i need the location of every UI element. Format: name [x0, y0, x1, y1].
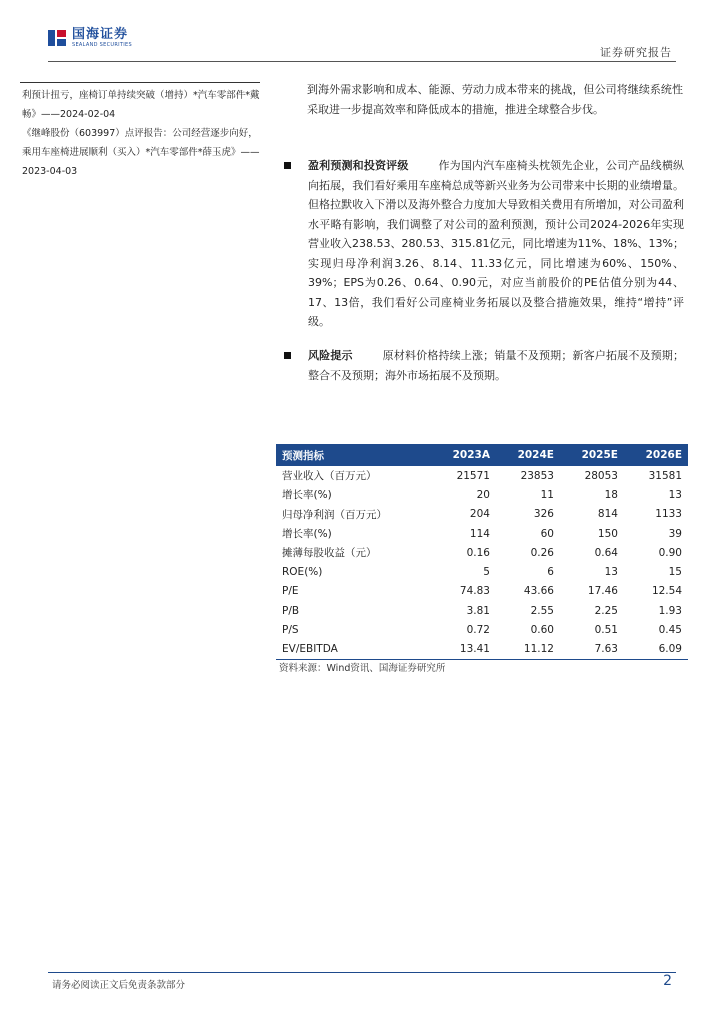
table-cell: 5: [483, 566, 490, 579]
forecast-title: 盈利预测和投资评级: [308, 159, 409, 172]
table-cell: 摊薄每股收益（元）: [282, 547, 377, 560]
table-cell: 2.25: [594, 604, 618, 617]
table-cell: 11.12: [496, 640, 560, 660]
table-cell: 6.09: [624, 640, 688, 660]
table-cell: 6: [547, 566, 554, 579]
table-cell: 营业收入（百万元）: [282, 470, 377, 483]
table-header-cell: 2023A: [431, 444, 496, 466]
table-row: [276, 562, 688, 581]
table-header-cell: 2024E: [496, 444, 560, 466]
related-reports: [22, 86, 262, 181]
sidebar-divider: [20, 82, 260, 83]
table-row: [276, 640, 688, 660]
table-cell: 3.81: [466, 604, 490, 617]
risk-section: [284, 346, 684, 385]
table-row: [276, 601, 688, 620]
table-cell: 0.45: [658, 624, 682, 637]
table-cell: 39: [668, 527, 682, 540]
footer-disclaimer: 请务必阅读正文后免责条款部分: [52, 980, 186, 991]
table-header-cell: 预测指标: [276, 444, 431, 466]
table-cell: 0.72: [466, 624, 490, 637]
table-cell: 43.66: [523, 585, 554, 598]
table-cell: 28053: [584, 469, 618, 482]
table-cell: 0.26: [530, 546, 554, 559]
table-cell: 0.64: [594, 546, 618, 559]
table-cell: 20: [476, 488, 490, 501]
table-cell: 150: [597, 527, 618, 540]
square-bullet-icon: [284, 352, 291, 359]
table-header-cell: 2025E: [560, 444, 624, 466]
table-row: [276, 466, 688, 485]
logo-english-name: SEALAND SECURITIES: [72, 42, 132, 48]
table-cell: 31581: [648, 469, 682, 482]
risk-body: 原材料价格持续上涨；销量不及预期；新客户拓展不及预期；整合不及预期；海外市场拓展不及预期。: [308, 349, 685, 382]
table-cell: 18: [604, 488, 618, 501]
table-cell: 0.51: [594, 624, 618, 637]
risk-title: 风险提示: [308, 349, 353, 362]
table-cell: ROE(%): [282, 566, 323, 579]
table-row: [276, 485, 688, 504]
body-paragraph: 到海外需求影响和成本、能源、劳动力成本带来的挑战，但公司将继续系统性采取进一步提高效率和降低成本的措施，推进全球整合步伐。: [307, 83, 683, 116]
table-cell: 归母净利润（百万元）: [282, 508, 387, 521]
table-row: [276, 543, 688, 562]
table-cell: 15: [668, 566, 682, 579]
table-cell: 326: [533, 508, 554, 521]
table-cell: 21571: [456, 469, 490, 482]
table-cell: 增长率(%): [282, 489, 332, 502]
square-bullet-icon: [284, 162, 291, 169]
table-cell: 13: [668, 488, 682, 501]
table-cell: 7.63: [560, 640, 624, 660]
table-row: [276, 524, 688, 543]
report-type-label: 证券研究报告: [600, 46, 672, 59]
table-header-cell: 2026E: [624, 444, 688, 466]
table-cell: P/E: [282, 585, 299, 598]
table-header-row: [276, 444, 688, 466]
table-cell: 13: [604, 566, 618, 579]
table-cell: 12.54: [651, 585, 682, 598]
table-cell: 增长率(%): [282, 528, 332, 541]
table-row: [276, 582, 688, 601]
table-cell: 1.93: [658, 604, 682, 617]
table-cell: 204: [469, 508, 490, 521]
forecast-table: [276, 444, 688, 660]
table-cell: 0.16: [466, 546, 490, 559]
logo: [48, 28, 132, 48]
forecast-section: [284, 156, 684, 332]
table-cell: 17.46: [587, 585, 618, 598]
page-number: 2: [663, 973, 672, 989]
table-cell: 0.60: [530, 624, 554, 637]
header-divider: [48, 61, 676, 62]
table-cell: 2.55: [530, 604, 554, 617]
table-cell: 114: [469, 527, 490, 540]
related-report-item[interactable]: 《继峰股份（603997）点评报告：公司经营逐步向好，乘用车座椅进展顺利（买入）*汽车零部件*薛玉虎》——2023-04-03: [22, 128, 260, 177]
table-cell: 814: [597, 508, 618, 521]
table-cell: P/B: [282, 604, 300, 617]
table-cell: P/S: [282, 624, 299, 637]
table-source-note: 资料来源：Wind资讯、国海证券研究所: [279, 663, 446, 674]
logo-mark-icon: [48, 28, 68, 48]
table-cell: EV/EBITDA: [276, 640, 431, 660]
table-cell: 74.83: [459, 585, 490, 598]
table-row: [276, 505, 688, 524]
table-cell: 11: [540, 488, 554, 501]
table-cell: 13.41: [431, 640, 496, 660]
table-cell: 1133: [655, 508, 682, 521]
table-cell: 60: [540, 527, 554, 540]
table-row: [276, 620, 688, 639]
table-cell: 23853: [520, 469, 554, 482]
forecast-body: 作为国内汽车座椅头枕领先企业，公司产品线横纵向拓展，我们看好乘用车座椅总成等新兴业务为公司带来中长期的业绩增量。但格拉默收入下滑以及海外整合力度加大导致相关费用有所增加，对公司盈利水平略有影响，我们调整了对公司的盈利预测，预计公司2024-2026年实现营业收入238.53、280.53、315.81亿元，同比增速为11%、18%、13%；实现归母净利润3.26、8.14、11.33亿元，同比增速为60%、150%、39%；EPS为0.26、0.64、0.90元，对应当前股价的PE估值分别为44、17、13倍，我们看好公司座椅业务拓展以及整合措施效果，维持“增持”评级。: [308, 159, 684, 328]
logo-name: 国海证券: [72, 27, 129, 42]
footer-divider: [48, 972, 676, 973]
related-report-item[interactable]: 利预计扭亏，座椅订单持续突破（增持）*汽车零部件*戴畅》——2024-02-04: [22, 90, 260, 120]
table-cell: 0.90: [658, 546, 682, 559]
